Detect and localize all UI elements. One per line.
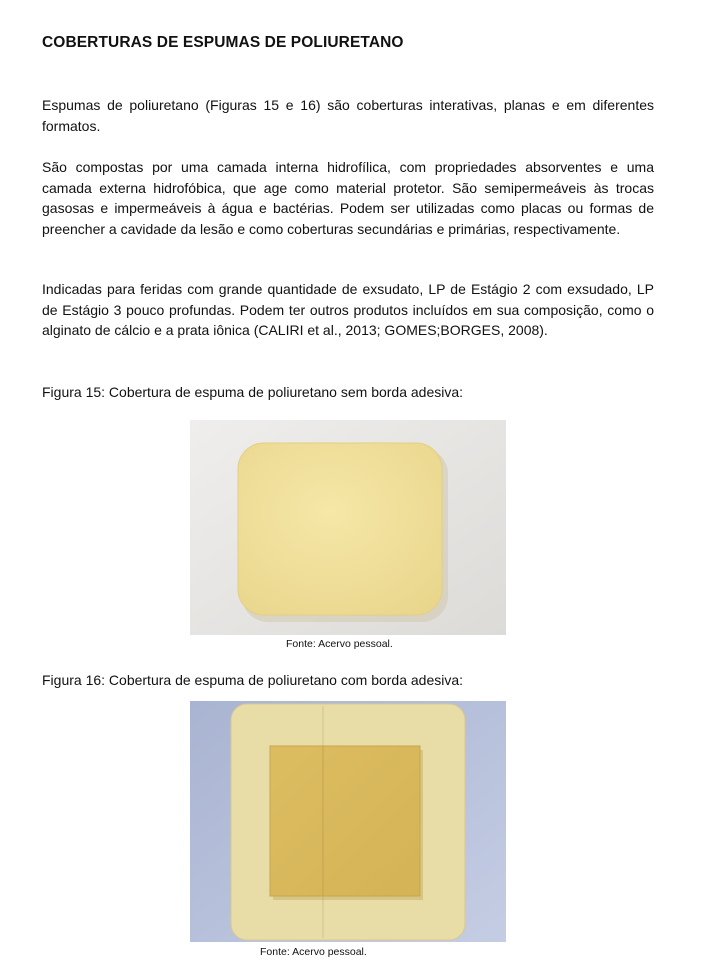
figure-15-caption: Figura 15: Cobertura de espuma de poliuretano sem borda adesiva:: [42, 384, 464, 400]
page-title: COBERTURAS DE ESPUMAS DE POLIURETANO: [42, 34, 404, 51]
figure-16-photo: [190, 701, 506, 942]
figure-16-caption: Figura 16: Cobertura de espuma de poliuretano com borda adesiva:: [42, 672, 464, 688]
paragraph-composition: São compostas por uma camada interna hidrofílica, com propriedades absorventes e uma camada externa hidrofóbica, que age como material protetor. São semipermeáveis às trocas gasosas e impermeáveis à água e bactérias. Podem ser utilizadas como placas ou formas de preencher a cavidade da lesão e como coberturas secundárias e primárias, respectivamente.: [42, 159, 654, 237]
foam-dressing-without-border-image: [190, 420, 506, 635]
figure-15-photo: [190, 420, 506, 635]
foam-dressing-with-border-image: [190, 701, 506, 942]
figure-15-source: Fonte: Acervo pessoal.: [286, 638, 393, 650]
paragraph-indications: Indicadas para feridas com grande quantidade de exsudato, LP de Estágio 2 com exsudado, LP de Estágio 3 pouco profundas. Podem ter outros produtos incluídos em sua composição, como o alginato de cálcio e a prata iônica (CALIRI et al., 2013; GOMES;BORGES, 2008).: [42, 281, 654, 339]
paragraph-intro: Espumas de poliuretano (Figuras 15 e 16) são coberturas interativas, planas e em diferentes formatos.: [42, 97, 654, 134]
figure-16-source: Fonte: Acervo pessoal.: [260, 946, 367, 958]
